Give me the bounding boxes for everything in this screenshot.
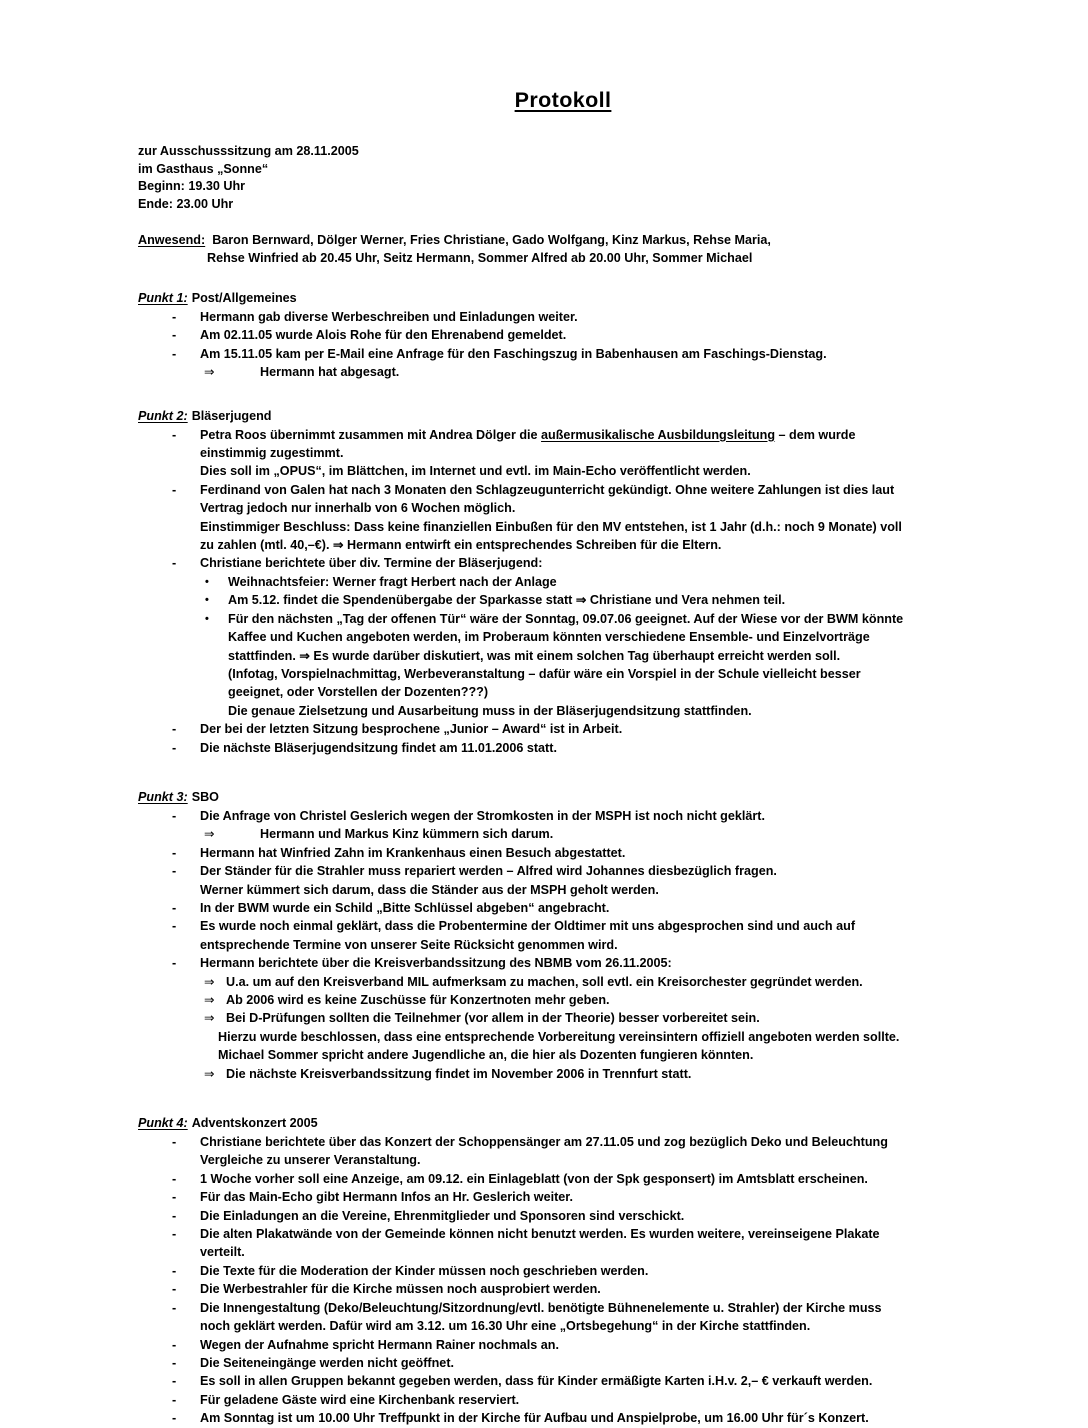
section-punkt-4 — [138, 1114, 970, 1428]
dash-bullet-icon: - — [172, 722, 177, 737]
item-text-line-2: noch geklärt werden. Dafür wird am 3.12. um 16.30 Uhr eine „Ortsbegehung“ in der Kirche stattfinden. — [200, 1319, 811, 1334]
item-text: Am Sonntag ist um 10.00 Uhr Treffpunkt in der Kirche für Aufbau und Anspielprobe, um 16.00 Uhr für´s Konzert. — [200, 1411, 869, 1426]
item-text-line-2: Vergleiche zu unserer Veranstaltung. — [200, 1153, 421, 1168]
list-punkt-4 — [138, 1133, 970, 1428]
arrow-icon: ⇒ — [204, 1011, 215, 1026]
spacer — [138, 1092, 970, 1114]
item-text: Die Anfrage von Christel Geslerich wegen der Stromkosten in der MSPH ist noch nicht geklärt. — [200, 808, 765, 823]
dash-bullet-icon: - — [172, 482, 177, 497]
list-item — [138, 591, 970, 609]
dot-bullet-icon: • — [205, 594, 209, 607]
item-text: Für geladene Gäste wird eine Kirchenbank reserviert. — [200, 1392, 520, 1407]
item-text-line-2: verteilt. — [200, 1245, 245, 1260]
item-text: Die Innengestaltung (Deko/Beleuchtung/Sitzordnung/evtl. benötigte Bühnenelemente u. Strahler) der Kirche muss — [200, 1300, 882, 1315]
attendees-label: Anwesend: — [138, 233, 206, 247]
item-text: Für den nächsten „Tag der offenen Tür“ wäre der Sonntag, 09.07.06 geeignet. Auf der Wiese vor der BWM könnte — [228, 611, 904, 626]
item-text-line-3: stattfinden. ⇒ Es wurde darüber diskutiert, was mit einem solchen Tag überhaupt erreicht werden soll. — [228, 648, 841, 663]
spacer — [138, 766, 970, 788]
section-title-1: Post/Allgemeines — [191, 291, 297, 305]
dash-bullet-icon: - — [172, 1337, 177, 1352]
item-text-line-4: zu zahlen (mtl. 40,–€). ⇒ Hermann entwirft ein entsprechendes Schreiben für die Eltern. — [200, 538, 722, 553]
arrow-note — [200, 973, 970, 991]
item-text-line-2: Vertrag jedoch nur innerhalb von 6 Wochen möglich. — [200, 501, 516, 516]
item-text-part-b: – dem wurde — [775, 427, 856, 442]
dash-bullet-icon: - — [172, 1355, 177, 1370]
list-item — [138, 1299, 970, 1336]
item-text-line-5: geeignet, oder Vorstellen der Dozenten???) — [228, 685, 489, 700]
section-heading-4 — [138, 1114, 970, 1132]
list-item — [138, 1391, 970, 1409]
section-number-3: Punkt 3: — [138, 789, 188, 804]
item-text-line-6: Die genaue Zielsetzung und Ausarbeitung muss in der Bläserjugendsitzung stattfinden. — [228, 703, 752, 718]
item-text — [200, 426, 970, 444]
item-text: Es soll in allen Gruppen bekannt gegeben werden, dass für Kinder ermäßigte Karten i.H.v. 2,– € verkauft werden. — [200, 1374, 873, 1389]
dash-bullet-icon: - — [172, 1208, 177, 1223]
item-text-line-4: (Infotag, Vorspielnachmittag, Werbeveranstaltung – dafür wäre ein Vorspiel in der Schule vielleicht besser — [228, 666, 861, 681]
page-title — [138, 88, 970, 113]
section-punkt-3 — [138, 788, 970, 1083]
sublist-punkt-2 — [138, 573, 970, 720]
section-punkt-2 — [138, 407, 970, 757]
dash-bullet-icon: - — [172, 845, 177, 860]
arrow-note — [200, 1009, 970, 1027]
list-item — [138, 954, 970, 1083]
list-item — [138, 739, 970, 757]
item-text: Die alten Plakatwände von der Gemeinde können nicht benutzt werden. Es wurden weitere, vereinseigene Plakate — [200, 1227, 880, 1242]
list-item — [138, 1354, 970, 1372]
list-item — [138, 481, 970, 555]
item-text: Wegen der Aufnahme spricht Hermann Rainer nochmals an. — [200, 1337, 560, 1352]
item-text: Hermann hat Winfried Zahn im Krankenhaus einen Besuch abgestattet. — [200, 845, 626, 860]
dash-bullet-icon: - — [172, 900, 177, 915]
arrow-note — [200, 991, 970, 1009]
list-item — [138, 610, 970, 720]
arrow-icon: ⇒ — [204, 1066, 215, 1081]
item-text: Am 02.11.05 wurde Alois Rohe für den Ehrenabend gemeldet. — [200, 328, 567, 343]
item-text: Die Werbestrahler für die Kirche müssen noch ausprobiert werden. — [200, 1282, 601, 1297]
list-item — [138, 720, 970, 738]
item-text-underlined: außermusikalische Ausbildungsleitung — [541, 427, 776, 442]
item-text: Es wurde noch einmal geklärt, dass die Probentermine der Oldtimer mit uns abgesprochen sind und auch auf — [200, 919, 856, 934]
list-item — [138, 308, 970, 326]
list-item — [138, 844, 970, 862]
item-text: Hermann berichtete über die Kreisverbandssitzung des NBMB vom 26.11.2005: — [200, 956, 672, 971]
list-item — [138, 1262, 970, 1280]
dash-bullet-icon: - — [172, 346, 177, 361]
item-text: Ferdinand von Galen hat nach 3 Monaten den Schlagzeugunterricht gekündigt. Ohne weitere Zahlungen ist dies laut — [200, 482, 895, 497]
item-text: Die Texte für die Moderation der Kinder müssen noch geschrieben werden. — [200, 1263, 649, 1278]
list-punkt-2 — [138, 426, 970, 573]
list-item — [138, 807, 970, 844]
section-title-2: Bläserjugend — [191, 408, 272, 423]
arrow-note-text: Hermann hat abgesagt. — [260, 365, 400, 380]
item-text: Christiane berichtete über das Konzert der Schoppensänger am 27.11.05 und zog bezüglich Deko und Beleuchtung — [200, 1135, 888, 1150]
section-number-2: Punkt 2: — [138, 408, 188, 423]
arrow-icon: ⇒ — [204, 365, 215, 380]
list-punkt-3 — [138, 807, 970, 1083]
list-item — [138, 326, 970, 344]
page-title-text: Protokoll — [514, 88, 612, 112]
arrow-icon: ⇒ — [204, 827, 215, 842]
item-text: Der bei der letzten Sitzung besprochene „Junior – Award“ ist in Arbeit. — [200, 722, 623, 737]
list-item — [138, 1280, 970, 1298]
item-text: Die Seiteneingänge werden nicht geöffnet. — [200, 1355, 455, 1370]
section-heading-3 — [138, 788, 970, 806]
section-title-3: SBO — [191, 789, 219, 804]
section-number-1: Punkt 1: — [138, 291, 188, 305]
item-text: Hermann gab diverse Werbeschreiben und Einladungen weiter. — [200, 310, 578, 324]
attendees-line-2: Rehse Winfried ab 20.45 Uhr, Seitz Hermann, Sommer Alfred ab 20.00 Uhr, Sommer Michael — [207, 251, 753, 265]
dash-bullet-icon: - — [172, 864, 177, 879]
list-item — [138, 1336, 970, 1354]
dash-bullet-icon: - — [172, 556, 177, 571]
dash-bullet-icon: - — [172, 1171, 177, 1186]
dash-bullet-icon: - — [172, 1392, 177, 1407]
arrow-note-text: Ab 2006 wird es keine Zuschüsse für Konzertnoten mehr geben. — [226, 993, 610, 1007]
section-number-4: Punkt 4: — [138, 1116, 188, 1131]
arrow-note-text: Bei D-Prüfungen sollten die Teilnehmer (vor allem in der Theorie) besser vorbereitet sein. — [226, 1011, 760, 1026]
list-item — [138, 345, 970, 382]
list-item — [138, 1188, 970, 1206]
dash-bullet-icon: - — [172, 1190, 177, 1205]
dash-bullet-icon: - — [172, 1282, 177, 1297]
dash-bullet-icon: - — [172, 1411, 177, 1426]
dash-bullet-icon: - — [172, 1227, 177, 1242]
spacer — [138, 391, 970, 407]
arrow-icon: ⇒ — [204, 974, 215, 989]
attendees-line-1: Baron Bernward, Dölger Werner, Fries Christiane, Gado Wolfgang, Kinz Markus, Rehse Maria, — [212, 233, 771, 247]
item-text-line-2: entsprechende Termine von unserer Seite Rücksicht genommen wird. — [200, 937, 618, 952]
item-text: Die Einladungen an die Vereine, Ehrenmitglieder und Sponsoren sind verschickt. — [200, 1208, 685, 1223]
item-text-line-2: Werner kümmert sich darum, dass die Ständer aus der MSPH geholt werden. — [200, 882, 659, 897]
list-item — [138, 1409, 970, 1427]
arrow-note-text: Die nächste Kreisverbandssitzung findet im November 2006 in Trennfurt statt. — [226, 1066, 692, 1081]
meeting-meta — [138, 143, 970, 213]
section-punkt-1 — [138, 289, 970, 382]
item-text: Am 5.12. findet die Spendenübergabe der Sparkasse statt ⇒ Christiane und Vera nehmen teil. — [228, 593, 786, 608]
item-text-line-3: Dies soll im „OPUS“, im Blättchen, im Internet und evtl. im Main-Echo veröffentlicht werden. — [200, 464, 751, 479]
arrow-note-continuation: Michael Sommer spricht andere Jugendliche an, die hier als Dozenten fungieren könnten. — [218, 1048, 754, 1063]
section-title-4: Adventskonzert 2005 — [191, 1116, 318, 1131]
arrow-icon: ⇒ — [204, 993, 215, 1007]
list-item — [138, 1225, 970, 1262]
list-punkt-1 — [138, 308, 970, 382]
item-text: Weihnachtsfeier: Werner fragt Herbert nach der Anlage — [228, 574, 557, 589]
section-heading-1 — [138, 289, 970, 307]
item-text-line-2: Kaffee und Kuchen angeboten werden, im Proberaum könnten verschiedene Ensemble- und Einzelvorträge — [228, 630, 870, 645]
section-heading-2 — [138, 407, 970, 425]
list-item — [138, 917, 970, 954]
meta-line-end: Ende: 23.00 Uhr — [138, 196, 234, 211]
list-item — [138, 554, 970, 572]
dash-bullet-icon: - — [172, 427, 177, 442]
arrow-note — [200, 1065, 970, 1083]
list-item — [138, 1372, 970, 1390]
item-text: Christiane berichtete über div. Termine der Bläserjugend: — [200, 556, 543, 571]
item-text-part-a: Petra Roos übernimmt zusammen mit Andrea Dölger die — [200, 427, 542, 442]
list-item — [138, 899, 970, 917]
list-item — [138, 1133, 970, 1170]
dash-bullet-icon: - — [172, 1374, 177, 1389]
arrow-note-text: U.a. um auf den Kreisverband MIL aufmerksam zu machen, soll evtl. ein Kreisorchester gegründet werden. — [226, 974, 863, 989]
item-text-line-3: Einstimmiger Beschluss: Dass keine finanziellen Einbußen für den MV entstehen, ist 1 Jahr (d.h.: noch 9 Monate) voll — [200, 519, 902, 534]
item-text: Am 15.11.05 kam per E-Mail eine Anfrage für den Faschingszug in Babenhausen am Faschings-Dienstag. — [200, 346, 827, 361]
dash-bullet-icon: - — [172, 956, 177, 971]
attendees-block — [138, 231, 970, 267]
arrow-note — [200, 825, 970, 843]
item-text-line-2: einstimmig zugestimmt. — [200, 446, 344, 461]
dash-bullet-icon: - — [172, 1300, 177, 1315]
item-text: Für das Main-Echo gibt Hermann Infos an Hr. Geslerich weiter. — [200, 1190, 573, 1205]
dot-bullet-icon: • — [205, 575, 209, 588]
dash-bullet-icon: - — [172, 1135, 177, 1150]
list-item — [138, 862, 970, 899]
dash-bullet-icon: - — [172, 808, 177, 823]
list-item — [138, 1207, 970, 1225]
arrow-note-text: Hermann und Markus Kinz kümmern sich darum. — [260, 827, 554, 842]
item-text: 1 Woche vorher soll eine Anzeige, am 09.12. ein Einlageblatt (von der Spk gesponsert) im Amtsblatt erscheinen. — [200, 1171, 868, 1186]
meta-line-subject: zur Ausschusssitzung am 28.11.2005 — [138, 144, 359, 158]
dot-bullet-icon: • — [205, 612, 209, 625]
arrow-note-continuation: Hierzu wurde beschlossen, dass eine entsprechende Vorbereitung vereinsintern offiziell angeboten werden sollte. — [218, 1029, 900, 1044]
item-text: Die nächste Bläserjugendsitzung findet am 11.01.2006 statt. — [200, 740, 557, 755]
dash-bullet-icon: - — [172, 1263, 177, 1278]
item-text: In der BWM wurde ein Schild „Bitte Schlüssel abgeben“ angebracht. — [200, 900, 610, 915]
list-punkt-2-tail — [138, 720, 970, 757]
item-text: Der Ständer für die Strahler muss repariert werden – Alfred wird Johannes diesbezüglich fragen. — [200, 864, 777, 879]
list-item — [138, 426, 970, 481]
dash-bullet-icon: - — [172, 310, 177, 324]
dash-bullet-icon: - — [172, 328, 177, 343]
dash-bullet-icon: - — [172, 919, 177, 934]
meta-line-start: Beginn: 19.30 Uhr — [138, 179, 246, 193]
list-item — [138, 573, 970, 591]
arrow-note — [200, 363, 970, 381]
dash-bullet-icon: - — [172, 740, 177, 755]
list-item — [138, 1170, 970, 1188]
meta-line-venue: im Gasthaus „Sonne“ — [138, 161, 269, 176]
